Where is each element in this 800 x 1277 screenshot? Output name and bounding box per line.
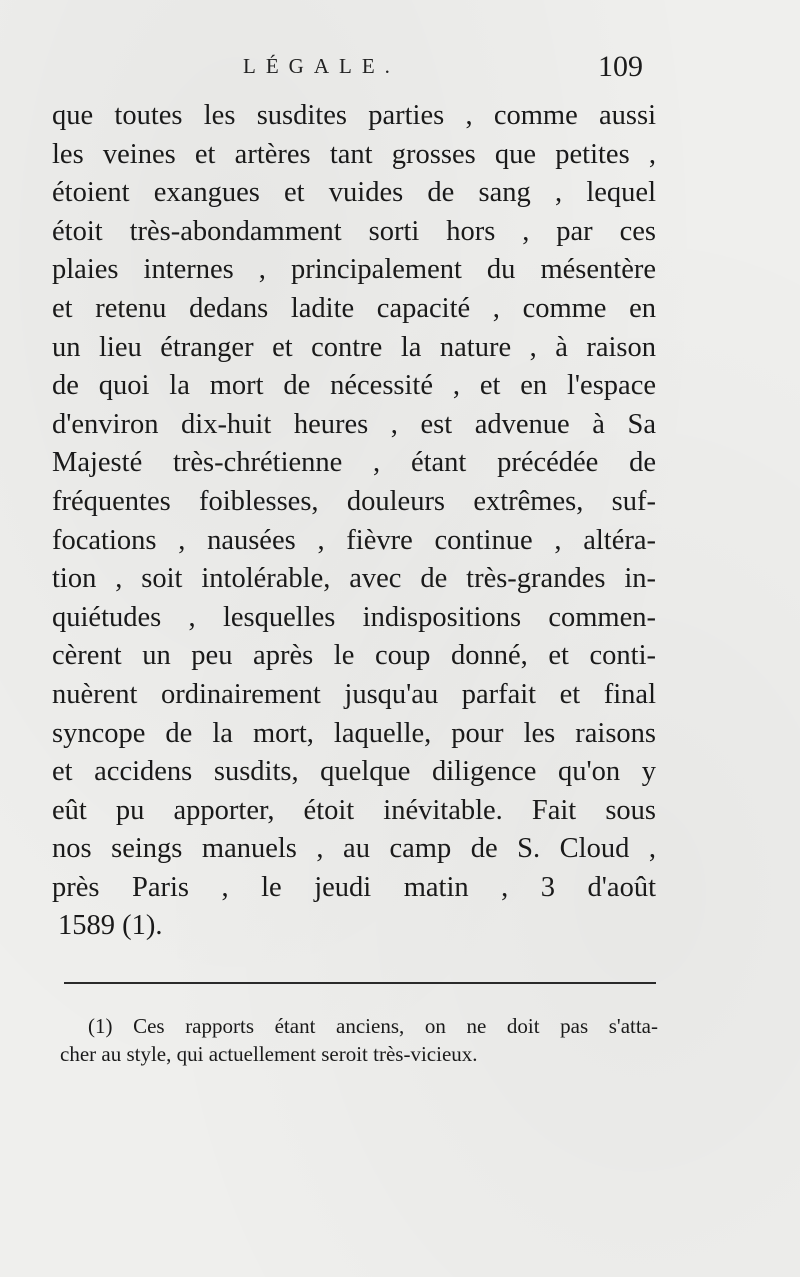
page-number: 109 (598, 50, 643, 83)
body-text (52, 97, 656, 946)
footnote (60, 1012, 658, 1068)
text-line: eût pu apporter, étoit inévitable. Fait sous (52, 794, 656, 826)
running-head: LÉGALE. (243, 54, 400, 78)
footnote-line: cher au style, qui actuellement seroit très-vicieux. (60, 1042, 478, 1066)
text-line-date: 1589 (1). (58, 910, 163, 942)
text-line: Majesté très-chrétienne , étant précédée de (52, 447, 656, 479)
text-line: étoit très-abondamment sorti hors , par ces (52, 215, 656, 247)
text-line: étoient exangues et vuides de sang , lequel (52, 177, 656, 209)
text-line: de quoi la mort de nécessité , et en l'espace (52, 370, 656, 402)
text-line: les veines et artères tant grosses que petites , (52, 138, 656, 170)
text-line: et retenu dedans ladite capacité , comme en (52, 292, 656, 324)
footnote-rule (64, 982, 656, 984)
text-line: près Paris , le jeudi matin , 3 d'août (52, 871, 656, 903)
text-line: nuèrent ordinairement jusqu'au parfait et final (52, 678, 656, 710)
text-line: syncope de la mort, laquelle, pour les raisons (52, 717, 656, 749)
text-line: que toutes les susdites parties , comme aussi (52, 100, 656, 131)
text-line: fréquentes foiblesses, douleurs extrêmes, suf- (52, 485, 656, 517)
text-line: quiétudes , lesquelles indispositions commen- (52, 601, 656, 633)
text-line: focations , nausées , fièvre continue , altéra- (52, 524, 656, 556)
footnote-line: (1) Ces rapports étant anciens, on ne doit pas s'atta- (88, 1014, 658, 1038)
text-line: d'environ dix-huit heures , est advenue à Sa (52, 408, 656, 440)
text-line: plaies internes , principalement du mésentère (52, 254, 656, 286)
text-line: nos seings manuels , au camp de S. Cloud , (52, 833, 656, 865)
text-line: tion , soit intolérable, avec de très-grandes in- (52, 563, 656, 595)
text-line: et accidens susdits, quelque diligence qu'on y (52, 756, 656, 788)
text-line: un lieu étranger et contre la nature , à raison (52, 331, 656, 363)
text-line: cèrent un peu après le coup donné, et conti- (52, 640, 656, 672)
